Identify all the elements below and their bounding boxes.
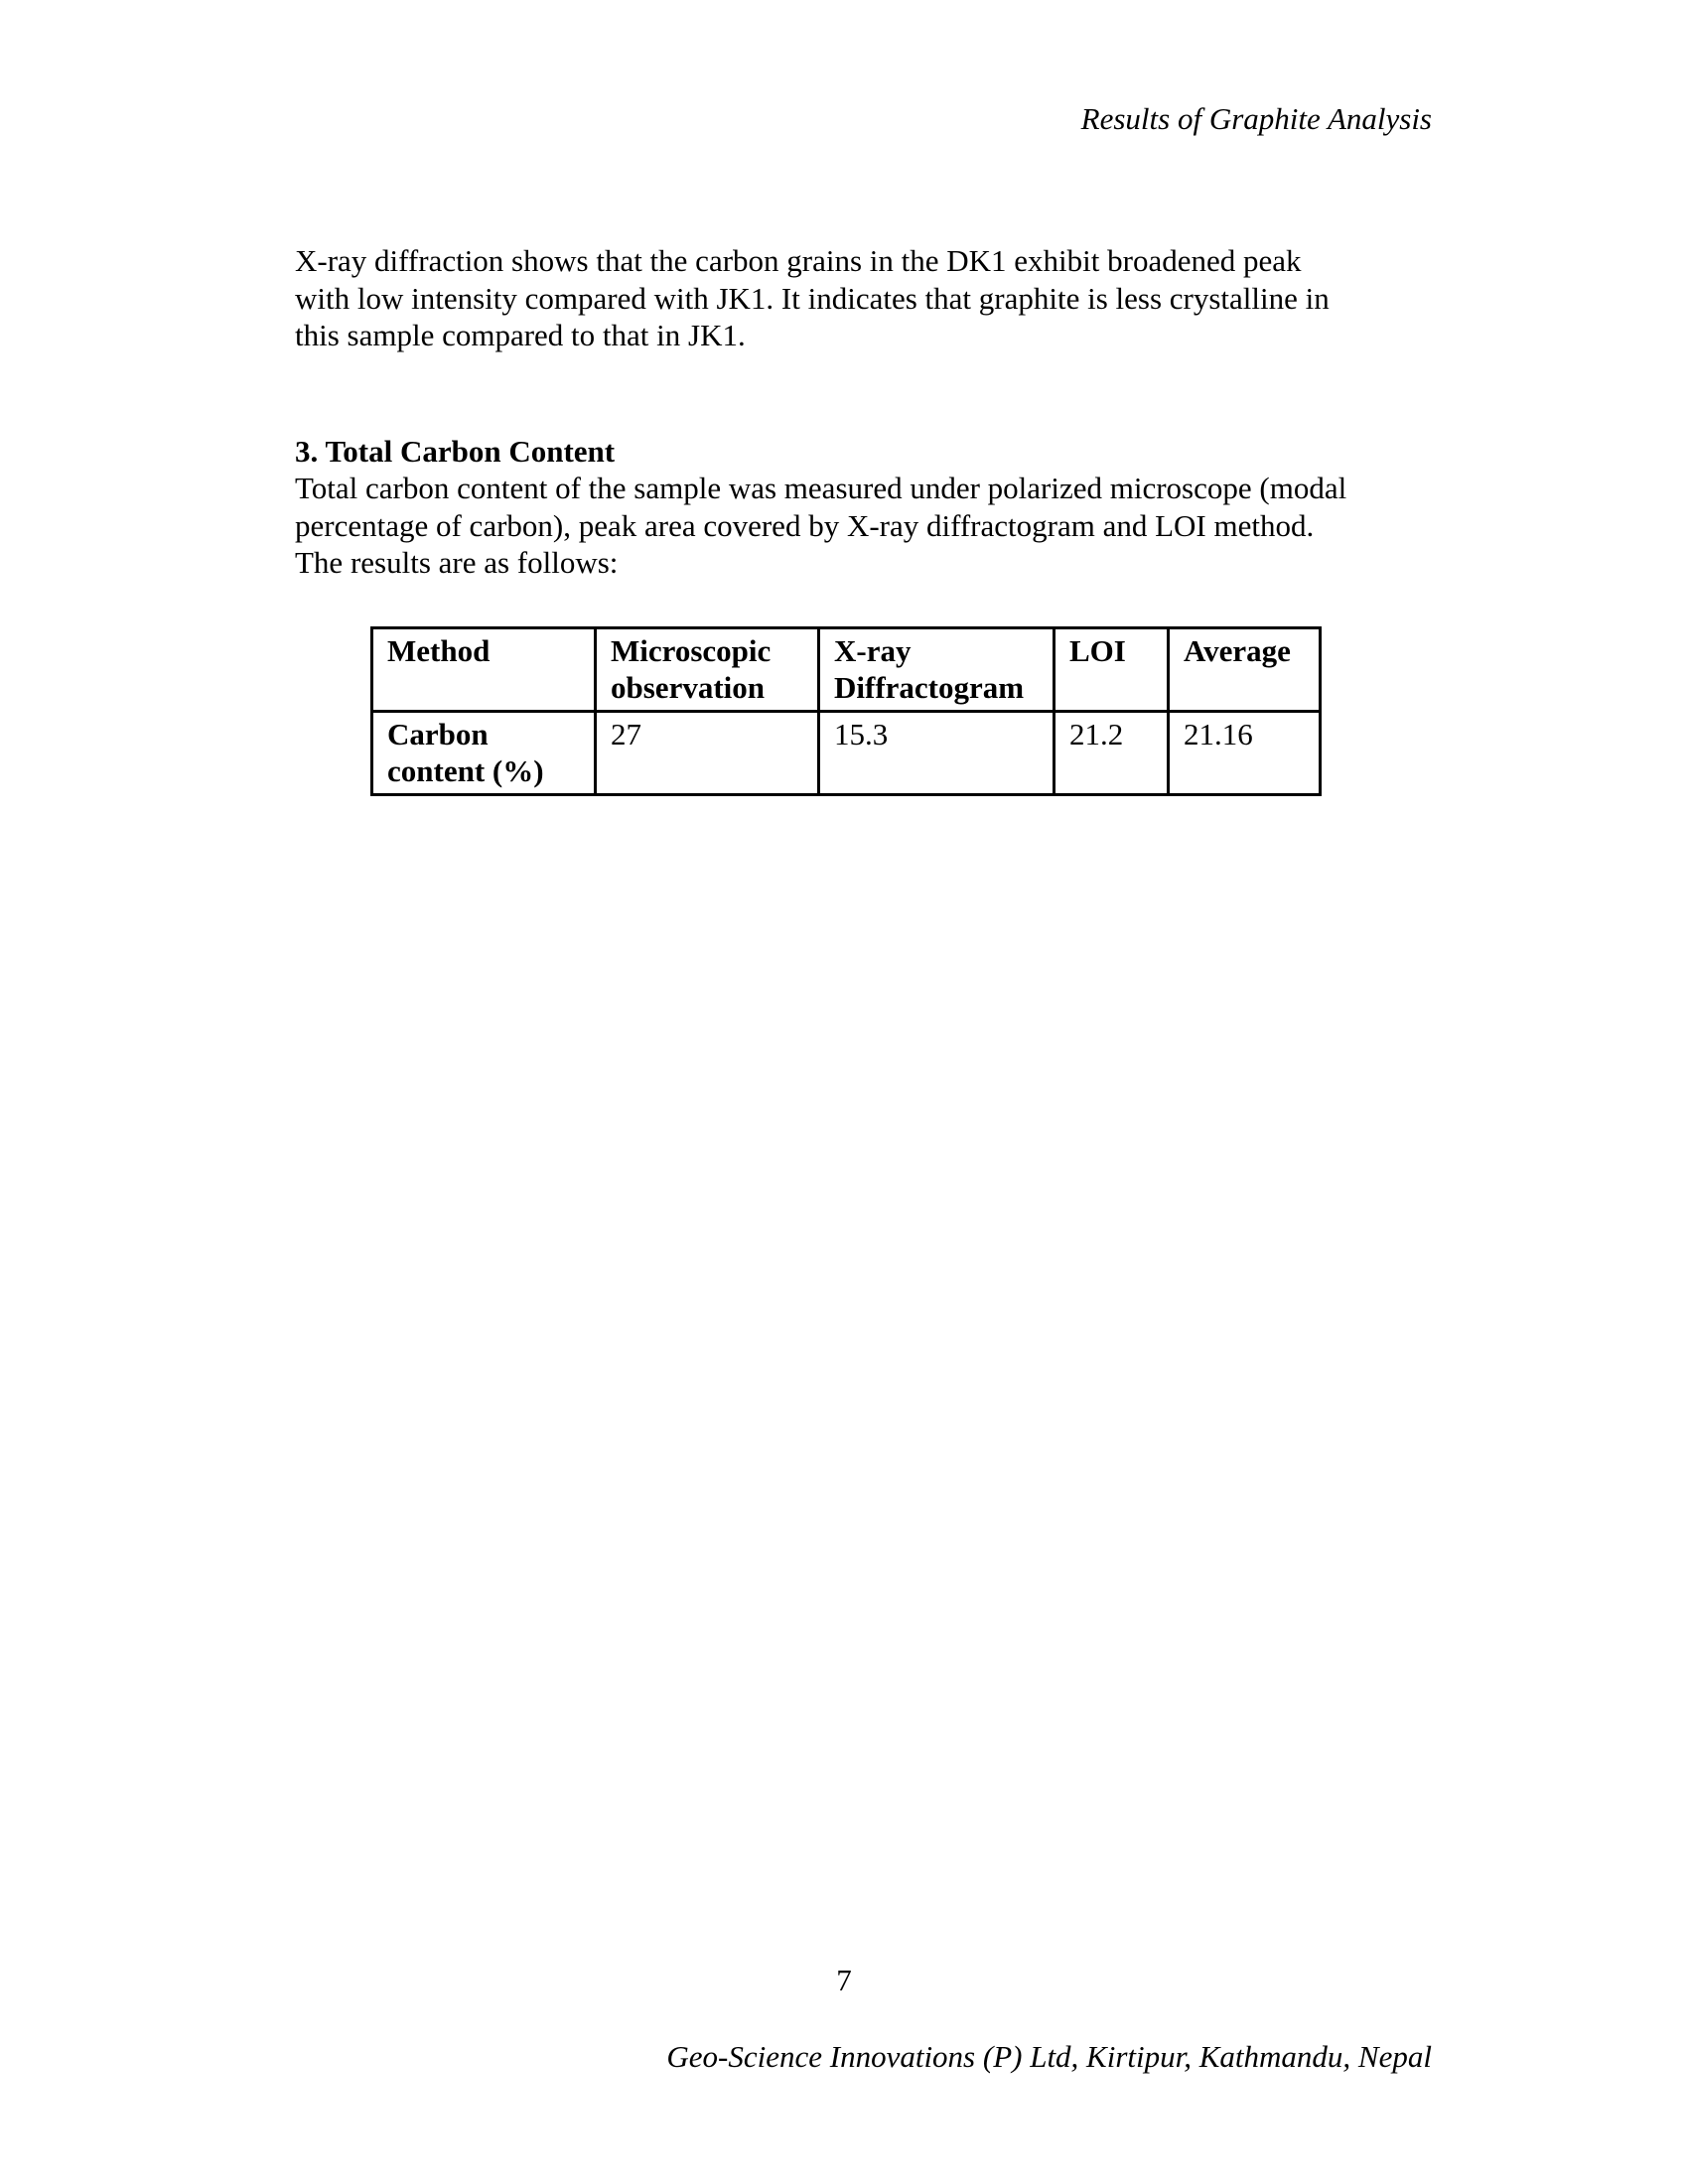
header-method <box>372 628 596 712</box>
cell-loi: 21.2 <box>1055 712 1169 795</box>
header-text: X-ray <box>834 633 912 668</box>
header-text: Diffractogram <box>834 670 1025 705</box>
section-heading: 3. Total Carbon Content <box>295 433 616 469</box>
page-number: 7 <box>836 1963 852 1997</box>
header-average <box>1169 628 1321 712</box>
row-label-text: content (%) <box>387 753 544 788</box>
table-header-row <box>372 628 1321 712</box>
header-xray <box>819 628 1055 712</box>
row-label-carbon-content <box>372 712 596 795</box>
cell-average: 21.16 <box>1169 712 1321 795</box>
header-text: Method <box>387 633 491 668</box>
header-text: Average <box>1184 633 1291 668</box>
intro-line: with low intensity compared with JK1. It indicates that graphite is less crystalline in <box>295 280 1330 316</box>
cell-microscopic: 27 <box>596 712 819 795</box>
running-header: Results of Graphite Analysis <box>1080 101 1432 136</box>
running-footer: Geo-Science Innovations (P) Ltd, Kirtipur, Kathmandu, Nepal <box>666 2039 1432 2074</box>
header-text: observation <box>611 670 765 705</box>
section-line: percentage of carbon), peak area covered by X-ray diffractogram and LOI method. <box>295 507 1315 543</box>
table-row <box>372 712 1321 795</box>
section-line: Total carbon content of the sample was measured under polarized microscope (modal <box>295 471 1347 505</box>
carbon-content-table <box>370 626 1322 796</box>
section-line: The results are as follows: <box>295 545 619 580</box>
header-text: LOI <box>1069 633 1126 668</box>
header-loi <box>1055 628 1169 712</box>
intro-line: X-ray diffraction shows that the carbon grains in the DK1 exhibit broadened peak <box>295 243 1302 278</box>
row-label-text: Carbon <box>387 717 489 751</box>
section-paragraph <box>295 470 1437 582</box>
header-text: Microscopic <box>611 633 772 668</box>
intro-line: this sample compared to that in JK1. <box>295 318 746 352</box>
header-microscopic <box>596 628 819 712</box>
page-content <box>295 242 1437 582</box>
cell-xray: 15.3 <box>819 712 1055 795</box>
intro-paragraph <box>295 242 1437 354</box>
